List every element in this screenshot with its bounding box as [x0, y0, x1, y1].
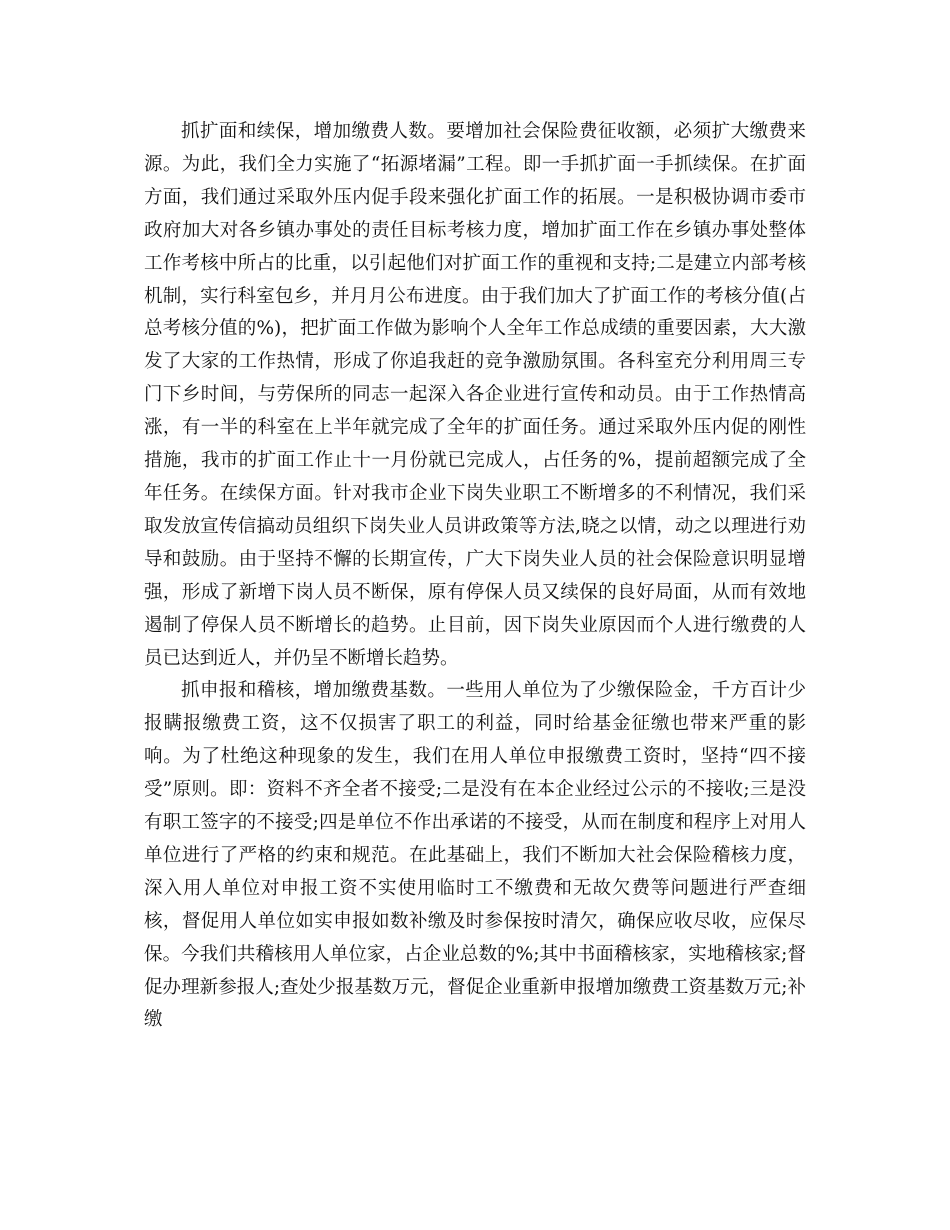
- paragraph-expansion-and-renewal: 抓扩面和续保，增加缴费人数。要增加社会保险费征收额，必须扩大缴费来源。为此，我们全力实施了“拓源堵漏”工程。即一手抓扩面一手抓续保。在扩面方面，我们通过采取外压内促手段来强化扩面工作的拓展。一是积极协调市委市政府加大对各乡镇办事处的责任目标考核力度，增加扩面工作在乡镇办事处整体工作考核中所占的比重，以引起他们对扩面工作的重视和支持;二是建立内部考核机制，实行科室包乡，并月月公布进度。由于我们加大了扩面工作的考核分值(占总考核分值的%)，把扩面工作做为影响个人全年工作总成绩的重要因素，大大激发了大家的工作热情，形成了你追我赶的竞争激励氛围。各科室充分利用周三专门下乡时间，与劳保所的同志一起深入各企业进行宣传和动员。由于工作热情高涨，有一半的科室在上半年就完成了全年的扩面任务。通过采取外压内促的刚性措施，我市的扩面工作止十一月份就已完成人，占任务的%，提前超额完成了全年任务。在续保方面。针对我市企业下岗失业职工不断增多的不利情况，我们采取发放宣传信搞动员组织下岗失业人员讲政策等方法,晓之以情，动之以理进行劝导和鼓励。由于坚持不懈的长期宣传，广大下岗失业人员的社会保险意识明显增强，形成了新增下岗人员不断保，原有停保人员又续保的良好局面，从而有效地遏制了停保人员不断增长的趋势。止目前，因下岗失业原因而个人进行缴费的人员已达到近人，并仍呈不断增长趋势。: [144, 121, 806, 669]
- paragraph-declaration-and-audit: 抓申报和稽核，增加缴费基数。一些用人单位为了少缴保险金，千方百计少报瞒报缴费工资，这不仅损害了职工的利益，同时给基金征缴也带来严重的影响。为了杜绝这种现象的发生，我们在用人单位申报缴费工资时，坚持“四不接受”原则。即：资料不齐全者不接受;二是没有在本企业经过公示的不接收;三是没有职工签字的不接受;四是单位不作出承诺的不接受，从而在制度和程序上对用人单位进行了严格的约束和规范。在此基础上，我们不断加大社会保险稽核力度，深入用人单位对申报工资不实使用临时工不缴费和无故欠费等问题进行严查细核，督促用人单位如实申报如数补缴及时参保按时清欠，确保应收尽收，应保尽保。今我们共稽核用人单位家，占企业总数的%;其中书面稽核家，实地稽核家;督促办理新参报人;查处少报基数万元，督促企业重新申报增加缴费工资基数万元;补缴: [144, 680, 806, 1031]
- document-body: [144, 116, 806, 1037]
